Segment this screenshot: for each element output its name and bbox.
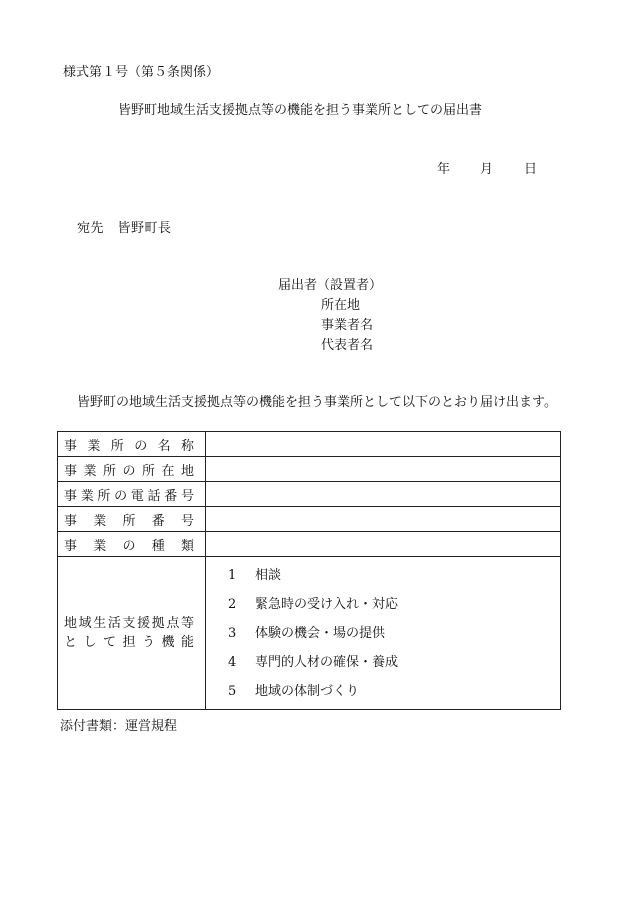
office-name-field[interactable] xyxy=(206,432,561,457)
date-day-label: 日 xyxy=(524,162,538,177)
functions-label-line: 地域生活支援拠点等 xyxy=(64,616,194,631)
table-row xyxy=(58,532,561,557)
function-number: 3 xyxy=(228,625,237,641)
function-number: 1 xyxy=(228,567,237,583)
function-label: 緊急時の受け入れ・対応 xyxy=(255,596,399,612)
functions-cell xyxy=(206,557,561,710)
body-paragraph: 皆野町の地域生活支援拠点等の機能を担う事業所として以下のとおり届け出ます。 xyxy=(77,395,557,410)
row-label-cell xyxy=(58,482,206,507)
functions-label xyxy=(64,614,194,652)
office-phone-label: 事業所の電話番号 xyxy=(64,488,194,504)
office-address-field[interactable] xyxy=(206,457,561,482)
row-label-cell xyxy=(58,432,206,457)
function-option-emergency[interactable] xyxy=(228,590,560,619)
filer-representative-label: 代表者名 xyxy=(321,338,374,353)
function-option-specialists[interactable] xyxy=(228,648,560,677)
function-label: 地域の体制づくり xyxy=(255,683,360,699)
filer-location-label: 所在地 xyxy=(321,298,361,313)
office-number-label: 事業所番号 xyxy=(64,513,194,529)
row-label-cell xyxy=(58,457,206,482)
date-month-label: 月 xyxy=(480,162,494,177)
function-option-experience[interactable] xyxy=(228,619,560,648)
office-address-label: 事業所の所在地 xyxy=(64,463,194,479)
office-name-label: 事業所の名称 xyxy=(64,438,194,454)
function-label: 体験の機会・場の提供 xyxy=(255,625,386,641)
table-row xyxy=(58,432,561,457)
functions-label-line: として担う機能 xyxy=(64,635,194,650)
function-option-community[interactable] xyxy=(228,677,560,706)
date-year-label: 年 xyxy=(437,162,451,177)
table-row xyxy=(58,507,561,532)
document-title: 皆野町地域生活支援拠点等の機能を担う事業所としての届出書 xyxy=(118,103,483,118)
table-row xyxy=(58,557,561,710)
business-type-field[interactable] xyxy=(206,532,561,557)
function-label: 専門的人材の確保・養成 xyxy=(255,654,399,670)
row-label-cell xyxy=(58,507,206,532)
row-label-cell xyxy=(58,557,206,710)
form-number: 様式第１号（第５条関係） xyxy=(63,65,220,80)
table-row xyxy=(58,457,561,482)
addressee: 宛先 皆野町長 xyxy=(77,221,172,236)
office-number-field[interactable] xyxy=(206,507,561,532)
office-phone-field[interactable] xyxy=(206,482,561,507)
filer-operator-label: 事業者名 xyxy=(321,318,374,333)
attachments-note: 添付書類：運営規程 xyxy=(60,719,178,734)
filer-heading: 届出者（設置者） xyxy=(278,278,383,293)
function-label: 相談 xyxy=(255,567,282,583)
registration-table xyxy=(57,431,561,710)
functions-list xyxy=(206,561,560,706)
function-number: 5 xyxy=(228,683,237,699)
business-type-label: 事業の種類 xyxy=(64,538,194,554)
table-row xyxy=(58,482,561,507)
function-number: 4 xyxy=(228,654,237,670)
function-option-consultation[interactable] xyxy=(228,561,560,590)
row-label-cell xyxy=(58,532,206,557)
function-number: 2 xyxy=(228,596,237,612)
